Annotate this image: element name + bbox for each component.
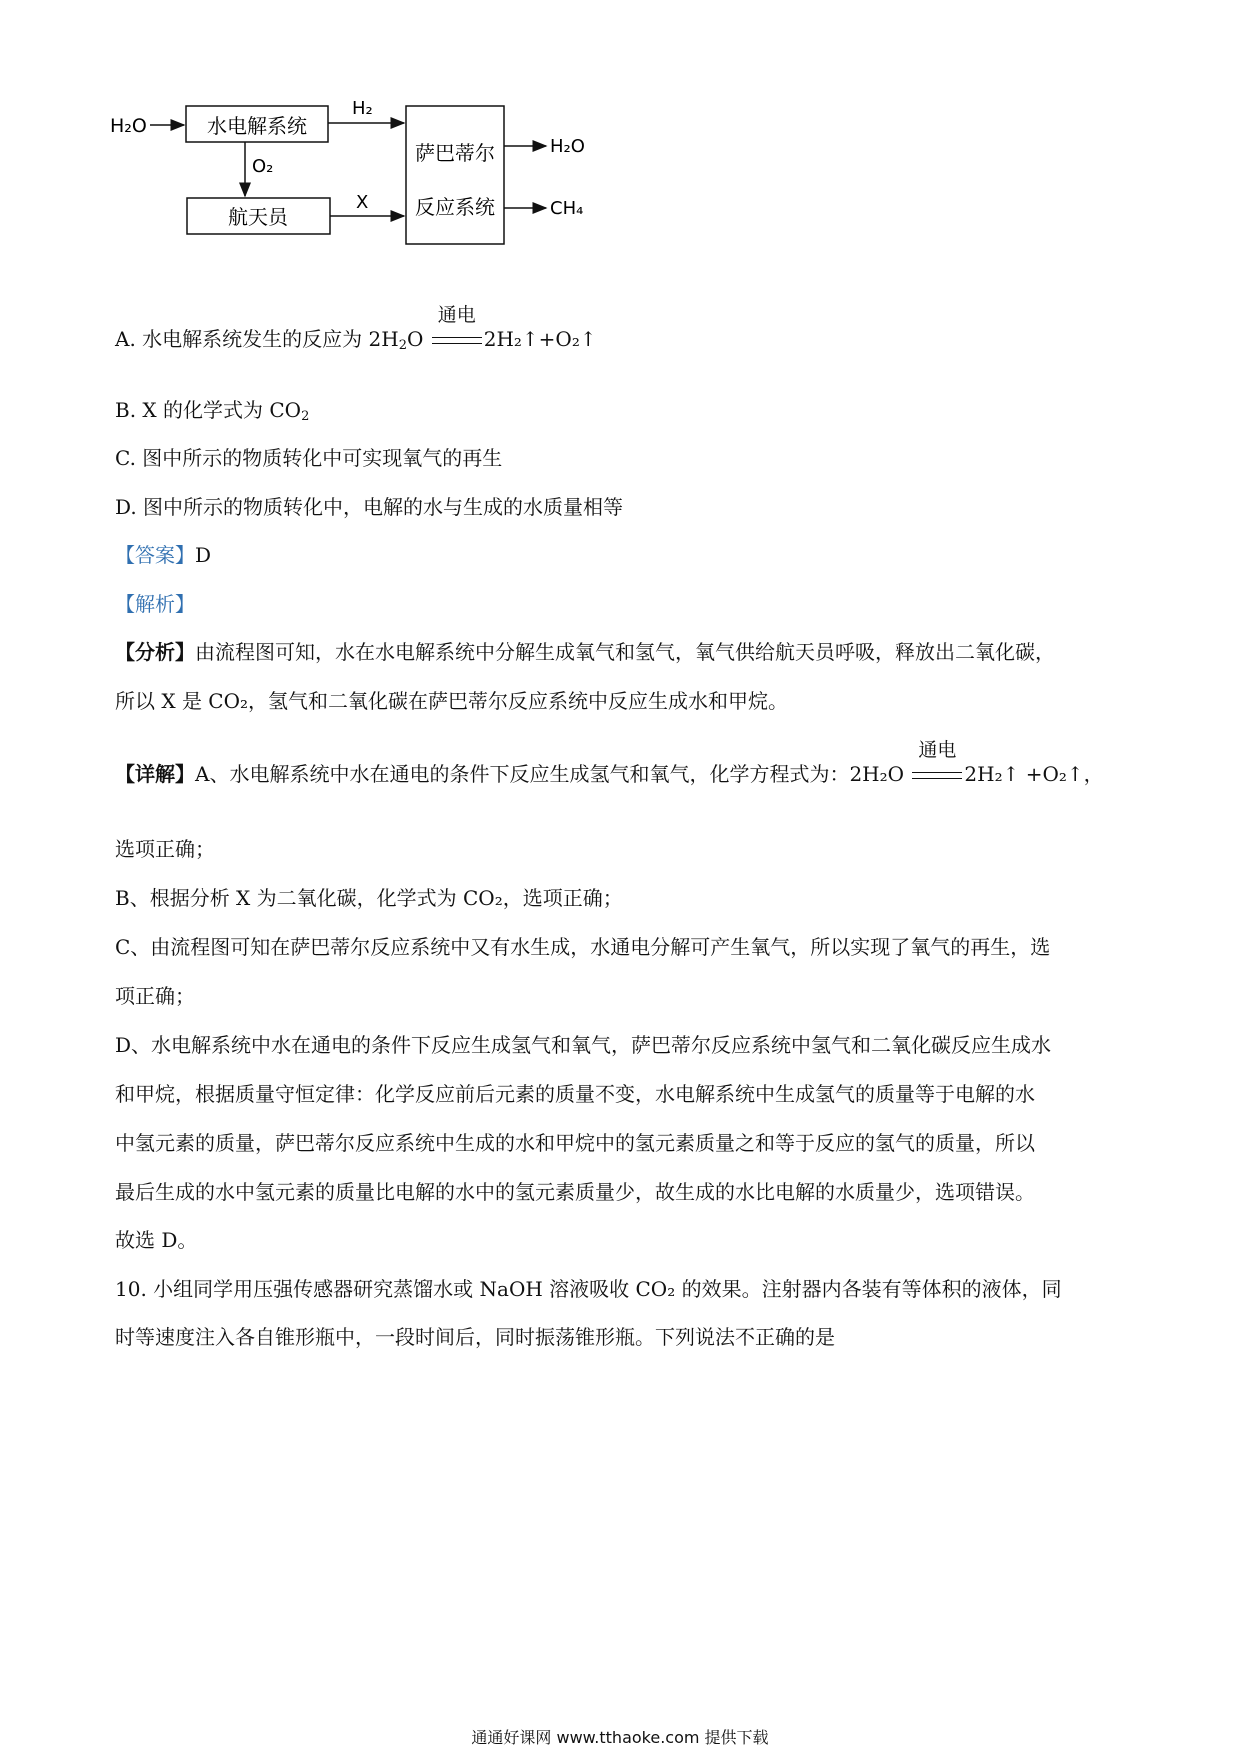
- option-c: C. 图中所示的物质转化中可实现氧气的再生: [115, 446, 503, 470]
- condition-equals: [430, 304, 484, 353]
- answer-line: [115, 541, 211, 569]
- page-footer: 通通好课网 www.tthaoke.com 提供下载: [471, 1728, 769, 1747]
- detail-d-line1: D、水电解系统中水在通电的条件下反应生成氢气和氧气，萨巴蒂尔反应系统中氢气和二氧化碳反应生成水: [115, 1033, 1052, 1057]
- flow-diagram: [110, 98, 670, 280]
- condition-label: 通电: [437, 304, 476, 326]
- option-b-text: B. X 的化学式为 CO: [115, 398, 302, 422]
- detail-d-line4: 最后生成的水中氢元素的质量比电解的水中的氢元素质量少，故生成的水比电解的水质量少，选项错误。: [115, 1180, 1035, 1204]
- detail-a-text: A、水电解系统中水在通电的条件下反应生成氢气和氧气，化学方程式为：: [195, 762, 850, 786]
- sabatier-label-line1: 萨巴蒂尔: [415, 141, 495, 165]
- detail-a-line: [115, 739, 1104, 788]
- x-label: X: [356, 192, 369, 213]
- input-water-label: H₂O: [110, 115, 147, 137]
- option-a-water: O: [406, 327, 424, 351]
- option-b: B. X 的化学式为 $CO_2$: [115, 398, 310, 424]
- option-d: D. 图中所示的物质转化中，电解的水与生成的水质量相等: [115, 495, 624, 519]
- h2-label: H₂: [352, 98, 373, 119]
- detail-d-line2: 和甲烷，根据质量守恒定律：化学反应前后元素的质量不变，水电解系统中生成氢气的质量等于电解的水: [115, 1082, 1035, 1106]
- detail-condition-equals: [910, 739, 964, 788]
- astronaut-label: 航天员: [228, 205, 288, 229]
- detail-eq-right: 2H₂↑ +O₂↑，: [964, 762, 1104, 786]
- detail-conclusion: 故选 D。: [115, 1228, 198, 1252]
- detail-c-line1: C、由流程图可知在萨巴蒂尔反应系统中又有水生成，水通电分解可产生氧气，所以实现了氧气的再生，选: [115, 935, 1051, 959]
- detail-condition-label: 通电: [918, 739, 957, 761]
- output-water-label: H₂O: [550, 136, 585, 157]
- question10-line2: 时等速度注入各自锥形瓶中，一段时间后，同时振荡锥形瓶。下列说法不正确的是: [115, 1325, 835, 1349]
- analysis-line1: [115, 638, 1055, 666]
- sabatier-label-line2: 反应系统: [415, 195, 495, 219]
- option-a-prefix: A. 水电解系统发生的反应为 2H: [115, 327, 399, 351]
- analysis-tag: 【解析】: [115, 592, 195, 616]
- o2-label: O₂: [252, 156, 274, 177]
- detail-eq-left: 2H₂O: [849, 762, 905, 786]
- electrolysis-label: 水电解系统: [207, 114, 307, 138]
- output-ch4-label: CH₄: [550, 198, 584, 219]
- detail-a-tail: 选项正确；: [115, 837, 215, 861]
- answer-value: D: [195, 543, 212, 567]
- detail-d-line3: 中氢元素的质量，萨巴蒂尔反应系统中生成的水和甲烷中的氢元素质量之和等于反应的氢气的质量，所以: [115, 1131, 1035, 1155]
- analysis-subtag: 【分析】: [115, 640, 195, 664]
- detail-tag: 【详解】: [115, 762, 195, 786]
- analysis-text1: 由流程图可知，水在水电解系统中分解生成氧气和氢气，氧气供给航天员呼吸，释放出二氧化碳，: [195, 640, 1055, 664]
- detail-c-line2: 项正确；: [115, 984, 195, 1008]
- sabatier-box: [406, 106, 504, 244]
- option-a-products: 2H₂↑+O₂↑: [483, 327, 597, 351]
- option-a: A. 水电解系统发生的反应为 $2H_2O$ 通电 2H₂↑+O₂↑: [115, 325, 597, 360]
- analysis-line2: 所以 X 是 CO₂，氢气和二氧化碳在萨巴蒂尔反应系统中反应生成水和甲烷。: [115, 689, 789, 713]
- detail-b: B、根据分析 X 为二氧化碳，化学式为 CO₂，选项正确；: [115, 886, 623, 910]
- answer-tag: 【答案】: [115, 543, 195, 567]
- question10-line1: 10. 小组同学用压强传感器研究蒸馏水或 NaOH 溶液吸收 CO₂ 的效果。注射器内各装有等体积的液体，同: [115, 1277, 1062, 1301]
